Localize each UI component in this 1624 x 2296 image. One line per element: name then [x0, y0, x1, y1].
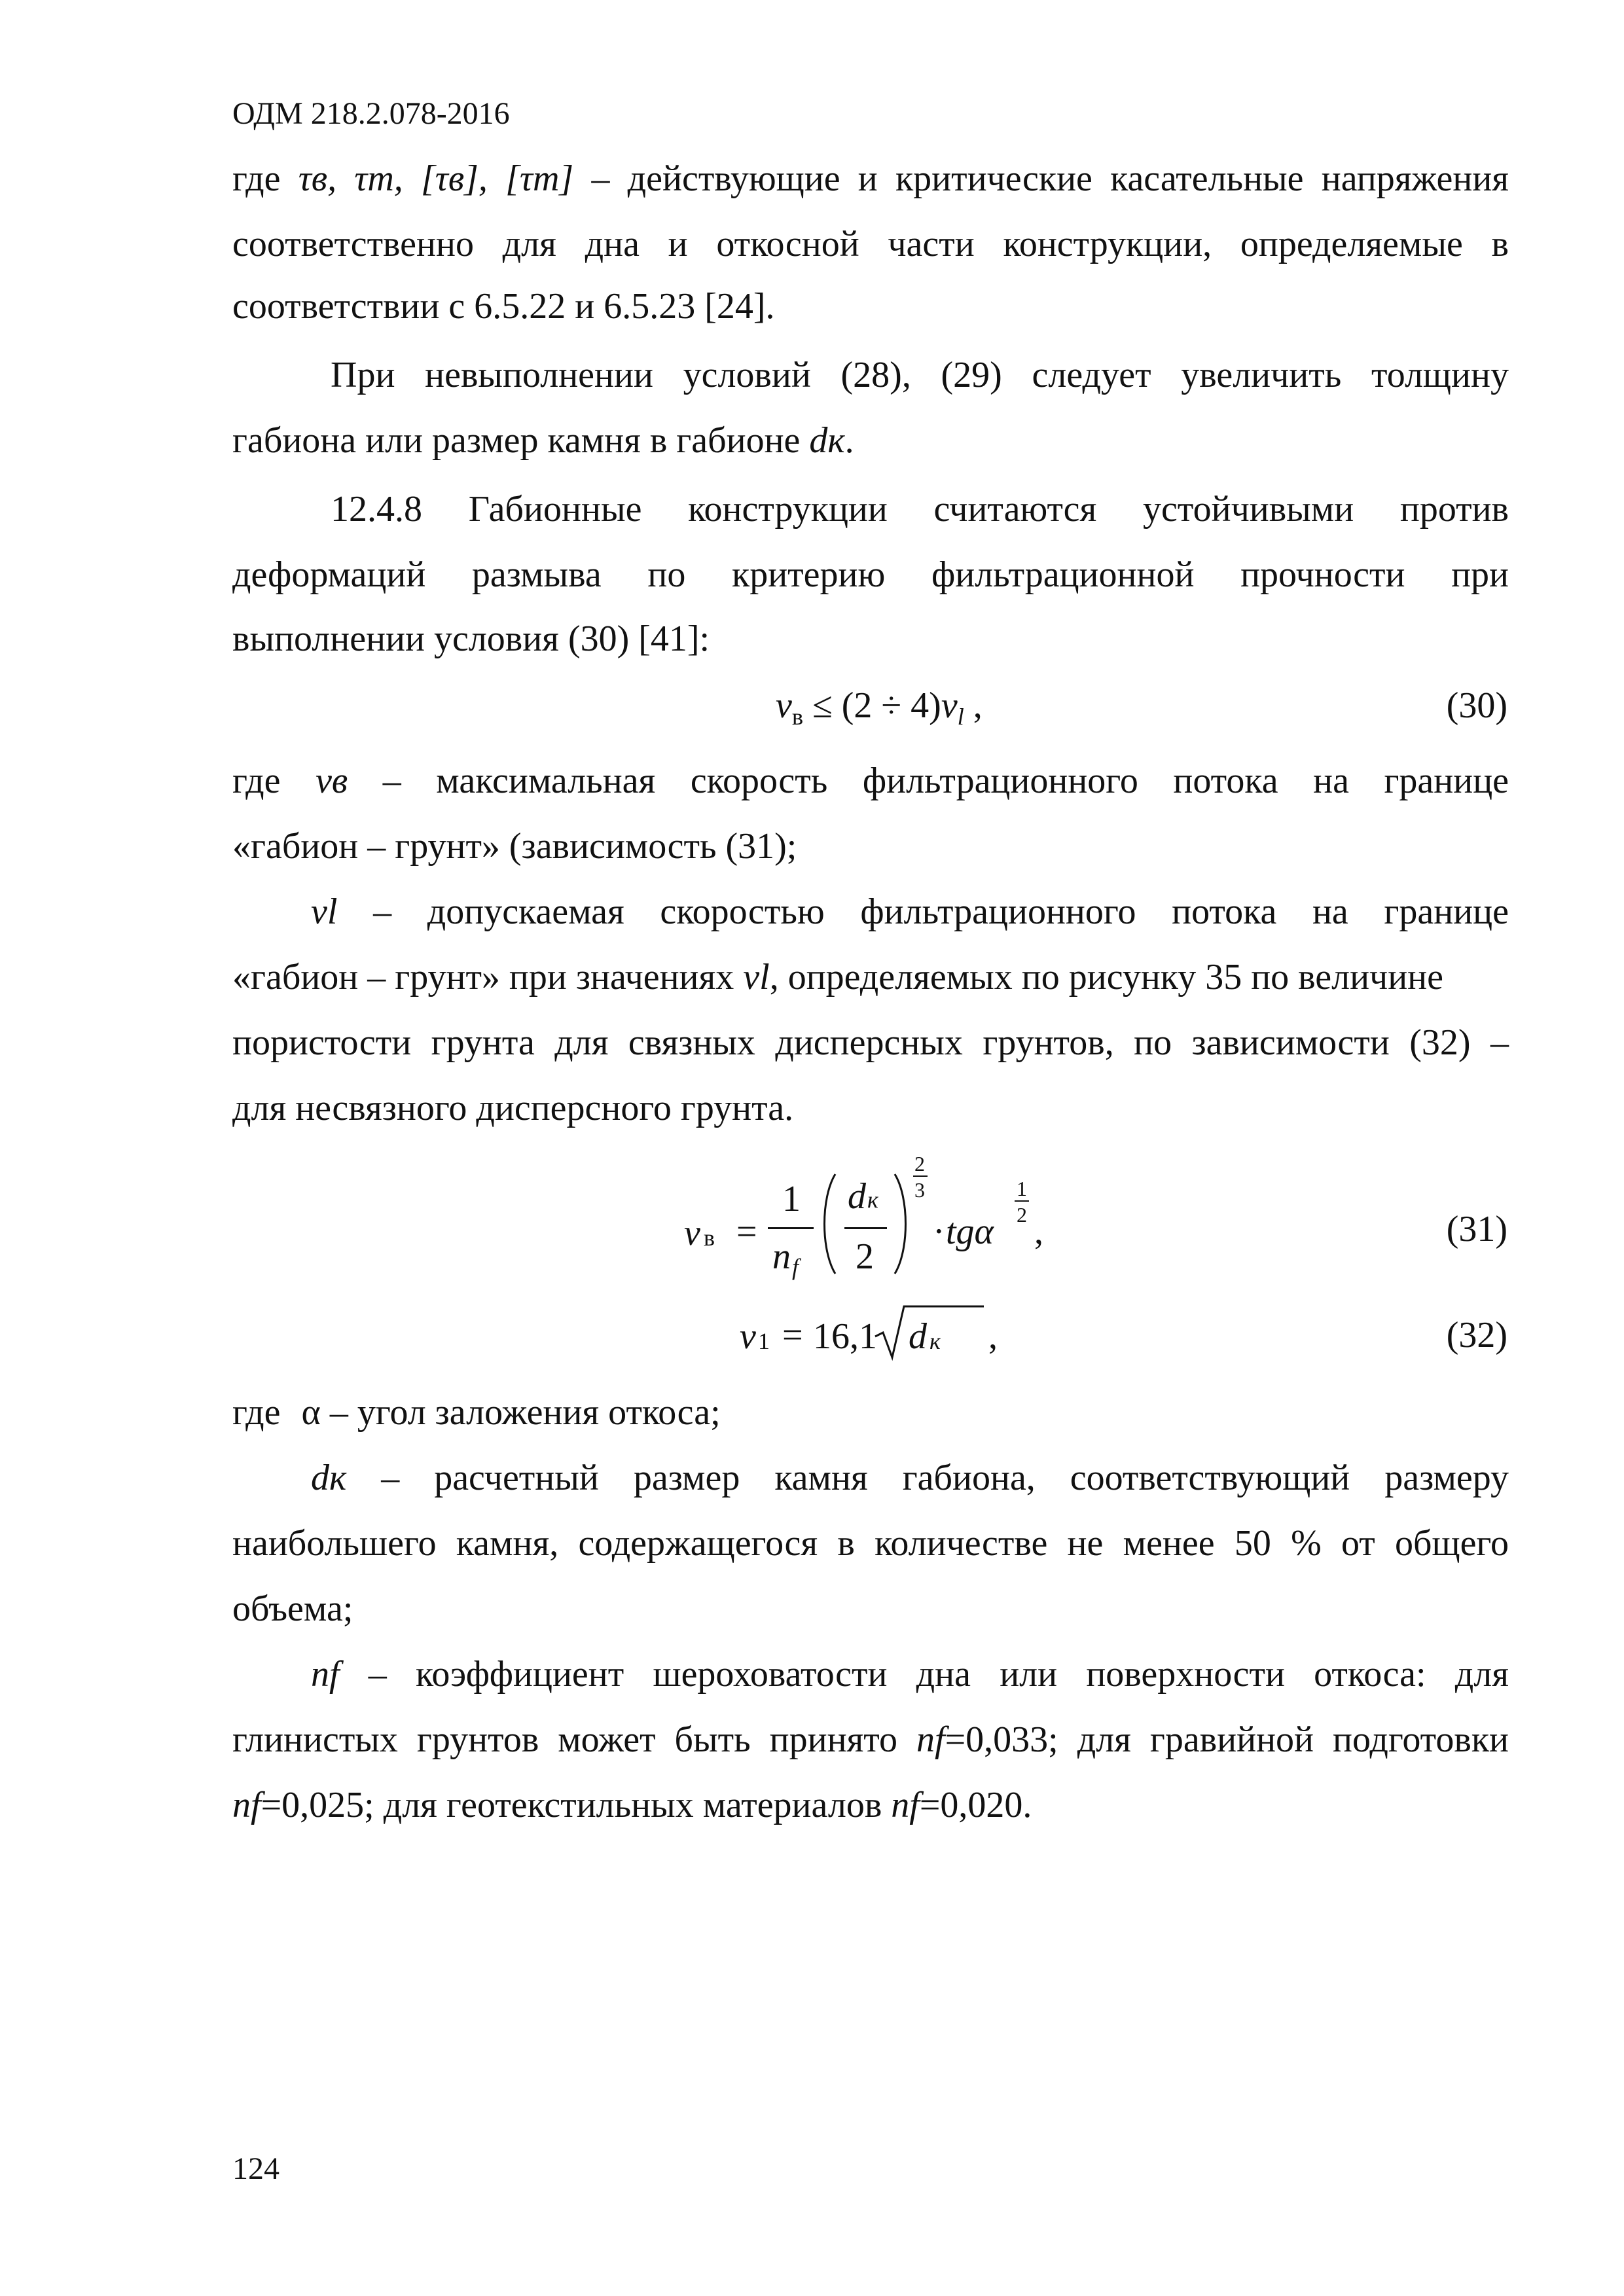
eq31-right-paren: [892, 1172, 912, 1276]
eq31-equals: =: [736, 1211, 757, 1252]
eq31-func-exp-num: 1: [1017, 1177, 1027, 1200]
p8-l3a: =0,025; для геотекстильных материалов: [261, 1785, 882, 1825]
p8-l3-symbol-a: nf: [232, 1785, 261, 1825]
p8-rest: – коэффициент шероховатости дна или поверхности откоса: для: [368, 1654, 1509, 1695]
page-number: 124: [232, 2151, 280, 2186]
eq32-lhs: v: [740, 1316, 756, 1357]
paragraph-6-line-1: [232, 1394, 1509, 1431]
paragraph-1-line-1: [232, 160, 1509, 197]
eq31-frac-num: 1: [782, 1179, 801, 1219]
p5-rest: – допускаемая скоростью фильтрационного потока на границе: [373, 891, 1509, 932]
eq31-lhs: v: [684, 1213, 700, 1253]
p8-l3-symbol-b: nf: [891, 1785, 920, 1825]
eq31-inner-bar: [844, 1227, 887, 1229]
p2-symbol: dк: [809, 420, 845, 461]
eq30-relation: ≤ (2 ÷ 4): [812, 685, 941, 726]
paragraph-1-line-2: соответственно для дна и откосной части конструкции, определяемые в: [232, 224, 1509, 264]
paragraph-1-line-3: соответствии с 6.5.22 и 6.5.23 [24].: [232, 286, 775, 327]
p4-lead: где: [232, 761, 281, 801]
eq31-inner-den: 2: [856, 1236, 874, 1277]
eq31-exp-num: 2: [914, 1152, 925, 1175]
paragraph-8-line-1: [311, 1656, 1509, 1693]
equation-31-number: (31): [1446, 1209, 1507, 1249]
document-code: ОДМ 218.2.078-2016: [232, 96, 510, 131]
paragraph-3-line-3: выполнении условия (30) [41]:: [232, 619, 710, 659]
eq31-inner-num-sub: к: [867, 1187, 878, 1213]
eq30-lhs-sub: в: [791, 703, 804, 730]
p6-lead: где: [232, 1392, 281, 1433]
p5-symbol: vl: [311, 891, 338, 932]
eq31-inner-num: d: [848, 1176, 866, 1217]
p5-l2a: «габион – грунт» при значениях: [232, 957, 734, 997]
paragraph-7-line-3: объема;: [232, 1588, 353, 1629]
p2-text: габиона или размер камня в габионе: [232, 420, 801, 461]
eq31-left-paren: [818, 1172, 838, 1276]
paragraph-3-line-1: 12.4.8 Габионные конструкции считаются устойчивыми против: [331, 489, 1509, 529]
eq31-frac-den-sub: f: [792, 1254, 799, 1280]
paragraph-4-line-1: [232, 762, 1509, 799]
p5-l2b: , определяемых по рисунку 35 по величине: [769, 957, 1444, 997]
equation-32-number: (32): [1446, 1315, 1507, 1355]
paragraph-2-line-2: [232, 422, 1509, 459]
eq30-lhs: v: [776, 685, 792, 726]
p6-symbol: α: [301, 1392, 321, 1433]
eq31-func-exp-bar: [1015, 1200, 1029, 1202]
p1-rest: – действующие и критические касательные напряжения: [591, 158, 1509, 199]
eq32-rad-symbol: d: [909, 1316, 927, 1357]
p8-l3b: =0,020.: [919, 1785, 1032, 1825]
equation-30-number: (30): [1446, 685, 1507, 726]
paragraph-5-line-4: для несвязного дисперсного грунта.: [232, 1088, 794, 1128]
p1-symbols: τв, τm, [τв], [τm]: [298, 158, 574, 199]
eq31-tail: ,: [1034, 1211, 1043, 1252]
equation-31: [684, 1152, 1077, 1283]
eq30-rhs: v: [941, 685, 958, 726]
eq31-frac-bar: [768, 1227, 814, 1229]
paragraph-8-line-2: [232, 1721, 1509, 1758]
eq31-func-exp-den: 2: [1017, 1203, 1027, 1227]
equation-30: [776, 687, 983, 735]
paragraph-4-line-2: «габион – грунт» (зависимость (31);: [232, 826, 797, 867]
paragraph-7-line-2: наибольшего камня, содержащегося в количестве не менее 50 % от общего: [232, 1523, 1509, 1564]
p8-l2-symbol: nf: [916, 1719, 945, 1760]
p8-l2b: =0,033; для гравийной подготовки: [945, 1719, 1509, 1760]
eq32-tail: ,: [988, 1316, 998, 1357]
p7-symbol: dк: [311, 1458, 347, 1498]
paragraph-7-line-1: [311, 1460, 1509, 1496]
paragraph-2-line-1: При невыполнении условий (28), (29) следует увеличить толщину: [331, 355, 1509, 395]
p6-rest: – угол заложения откоса;: [329, 1392, 721, 1433]
eq31-dot: ·: [933, 1211, 945, 1252]
eq31-exp-bar: [913, 1175, 928, 1177]
paragraph-5-line-2: [232, 959, 1509, 996]
eq31-lhs-sub: в: [704, 1225, 715, 1251]
p2-period: .: [844, 420, 854, 461]
p8-symbol: nf: [311, 1654, 340, 1695]
eq32-lhs-sub: 1: [758, 1328, 770, 1354]
eq30-rhs-sub: l: [957, 703, 964, 730]
equation-32: [740, 1302, 1067, 1368]
eq31-exp-den: 3: [914, 1178, 925, 1202]
p5-l2-symbol: vl: [743, 957, 770, 997]
eq30-tail: ,: [973, 685, 983, 726]
paragraph-3-line-2: деформаций размыва по критерию фильтрационной прочности при: [232, 554, 1509, 595]
p8-l2a: глинистых грунтов может быть принято: [232, 1719, 898, 1760]
p7-rest: – расчетный размер камня габиона, соответствующий размеру: [381, 1458, 1509, 1498]
eq31-frac-den: n: [772, 1236, 791, 1277]
p4-symbol: vв: [316, 761, 348, 801]
paragraph-8-line-3: [232, 1787, 1509, 1823]
paragraph-5-line-3: пористости грунта для связных дисперсных грунтов, по зависимости (32) –: [232, 1022, 1509, 1063]
eq32-equals: =: [782, 1315, 803, 1355]
paragraph-5-line-1: [311, 893, 1509, 930]
p1-lead: где: [232, 158, 281, 199]
eq31-func: tgα: [946, 1211, 994, 1252]
eq32-rad-sub: к: [929, 1328, 941, 1354]
eq32-coef: 16,1: [813, 1316, 877, 1357]
p4-rest: – максимальная скорость фильтрационного потока на границе: [382, 761, 1509, 801]
